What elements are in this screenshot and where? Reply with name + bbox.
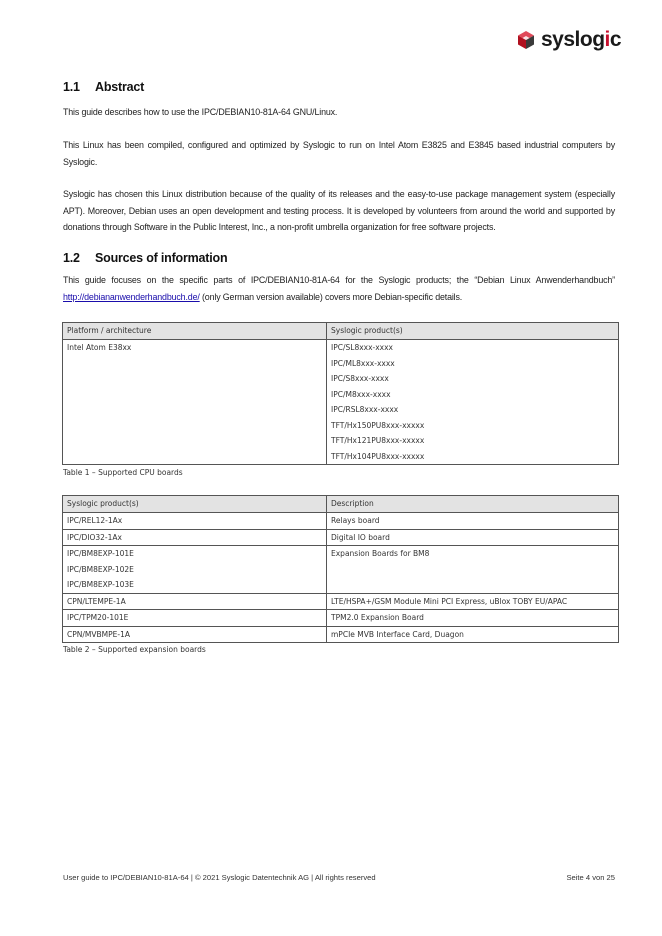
product-item: TFT/Hx121PU8xxx-xxxxx	[331, 436, 425, 445]
product-item: TFT/Hx104PU8xxx-xxxxx	[331, 451, 425, 461]
description-cell: Expansion Boards for BM8	[327, 546, 619, 594]
table-row	[63, 529, 619, 546]
description-cell: Relays board	[327, 513, 619, 530]
sources-paragraph: This guide focuses on the specific parts of IPC/DEBIAN10-81A-64 for the Syslogic products; the “Debian Linux Anwenderhandbuch” http://debiananwenderhandbuch.de/ (only German version available) covers more Debian-specific details.	[63, 275, 615, 302]
table1-header-products: Syslogic product(s)	[327, 323, 619, 340]
table1-caption: Table 1 – Supported CPU boards	[63, 468, 183, 477]
product-item: IPC/S8xxx-xxxx	[331, 374, 389, 383]
abstract-paragraph-1: This guide describes how to use the IPC/DEBIAN10-81A-64 GNU/Linux.	[63, 107, 338, 117]
logo-wordmark: syslogic	[541, 28, 622, 51]
table1-header-platform: Platform / architecture	[63, 323, 327, 340]
table-row	[63, 546, 619, 594]
product-item: IPC/BM8EXP-102E	[67, 564, 134, 574]
table1-platform-cell: Intel Atom E38xx	[63, 340, 327, 465]
product-item: IPC/M8xxx-xxxx	[331, 389, 391, 399]
abstract-paragraph-2: This Linux has been compiled, configured and optimized by Syslogic to run on Intel Atom E3825 and E3845 based industrial computers by Syslogic.	[63, 140, 615, 167]
footer-page-number: Seite 4 von 25	[566, 873, 615, 882]
table-row	[63, 340, 619, 465]
description-cell: mPCIe MVB Interface Card, Duagon	[327, 626, 619, 643]
product-cell: IPC/TPM20-101E	[63, 610, 327, 627]
table-row	[63, 610, 619, 627]
cube-logo-icon	[516, 30, 536, 50]
product-cell: IPC/DIO32-1Ax	[63, 529, 327, 546]
footer-copyright: User guide to IPC/DEBIAN10-81A-64 | © 2021 Syslogic Datentechnik AG | All rights reserved	[63, 873, 376, 882]
table2-header-products: Syslogic product(s)	[63, 496, 327, 513]
heading-abstract: 1.1 Abstract	[63, 80, 145, 94]
product-cell: CPN/MVBMPE-1A	[63, 626, 327, 643]
debian-handbook-link[interactable]: http://debiananwenderhandbuch.de/	[63, 291, 200, 302]
product-item: IPC/RSL8xxx-xxxx	[331, 405, 399, 414]
description-cell: TPM2.0 Expansion Board	[327, 610, 619, 627]
abstract-paragraph-3: Syslogic has chosen this Linux distribution because of the quality of its releases and the easy-to-use package management system (especially APT). Moreover, Debian uses an open development and testing process. It is developed by volunteers from around the world and supported by donations through Software in the Public Interest, Inc., a non-profit umbrella organization for free software projects.	[63, 189, 615, 233]
heading-sources: 1.2 Sources of information	[63, 251, 228, 265]
table2-header-description: Description	[327, 496, 619, 513]
syslogic-logo	[516, 29, 621, 50]
product-item: IPC/SL8xxx-xxxx	[331, 343, 393, 352]
expansion-boards-table	[62, 495, 619, 643]
table1-products-cell	[327, 340, 619, 465]
product-item: IPC/BM8EXP-101E	[67, 549, 134, 558]
description-cell: LTE/HSPA+/GSM Module Mini PCI Express, uBlox TOBY EU/APAC	[327, 593, 619, 610]
description-cell: Digital IO board	[327, 529, 619, 546]
table2-caption: Table 2 – Supported expansion boards	[63, 645, 206, 654]
product-item: IPC/BM8EXP-103E	[67, 580, 134, 589]
table-row	[63, 626, 619, 643]
product-cell: CPN/LTEMPE-1A	[63, 593, 327, 610]
cpu-boards-table	[62, 322, 619, 465]
table-row	[63, 593, 619, 610]
product-cell: IPC/REL12-1Ax	[63, 513, 327, 530]
table-row	[63, 513, 619, 530]
product-item: TFT/Hx150PU8xxx-xxxxx	[331, 420, 425, 430]
product-cell	[63, 546, 327, 594]
product-item: IPC/ML8xxx-xxxx	[331, 358, 395, 368]
